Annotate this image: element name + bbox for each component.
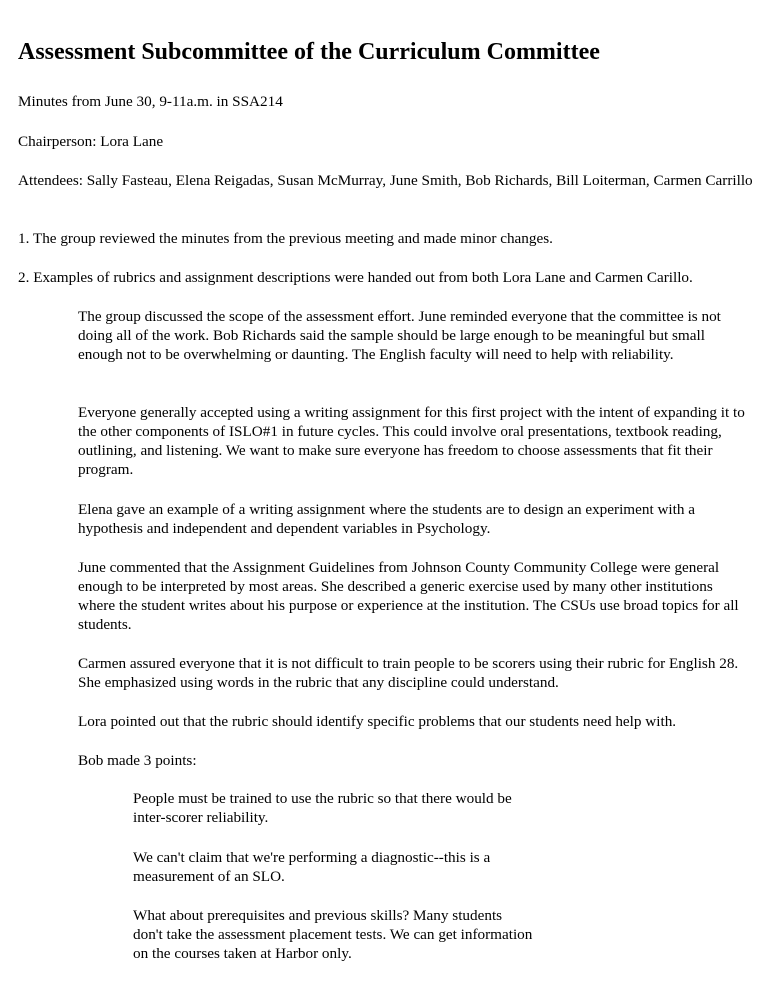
discussion-paragraph-writing: Everyone generally accepted using a writing assignment for this first project with the intent of expanding it to the other components of ISLO#1 in future cycles. This could involve oral presentations, textbook reading, outlining, and listening. We want to make sure everyone has freedom to choose assessments that fit their program.	[78, 404, 745, 478]
discussion-paragraph-carmen: Carmen assured everyone that it is not difficult to train people to be scorers using their rubric for English 28. She emphasized using words in the rubric that any discipline could understand.	[78, 655, 739, 691]
bob-point-1: People must be trained to use the rubric so that there would be inter-scorer reliability.	[133, 790, 512, 826]
meeting-info: Minutes from June 30, 9-11a.m. in SSA214	[18, 93, 283, 110]
agenda-item-1: 1. The group reviewed the minutes from the previous meeting and made minor changes.	[18, 230, 553, 247]
bob-point-3: What about prerequisites and previous skills? Many students don't take the assessment placement tests. We can get information on the courses taken at Harbor only.	[133, 907, 533, 962]
attendees: Attendees: Sally Fasteau, Elena Reigadas, Susan McMurray, June Smith, Bob Richards, Bill Loiterman, Carmen Carrillo	[18, 172, 753, 189]
discussion-paragraph-scope: The group discussed the scope of the assessment effort. June reminded everyone that the committee is not doing all of the work. Bob Richards said the sample should be large enough to be meaningful but small enough not to be overwhelming or daunting. The English faculty will need to help with reliability.	[78, 308, 721, 363]
discussion-paragraph-lora: Lora pointed out that the rubric should identify specific problems that our students need help with.	[78, 713, 677, 730]
document-title: Assessment Subcommittee of the Curriculum Committee	[18, 39, 600, 65]
bob-point-2: We can't claim that we're performing a diagnostic--this is a measurement of an SLO.	[133, 849, 491, 885]
agenda-item-2: 2. Examples of rubrics and assignment descriptions were handed out from both Lora Lane and Carmen Carillo.	[18, 269, 693, 286]
discussion-paragraph-elena: Elena gave an example of a writing assignment where the students are to design an experiment with a hypothesis and independent and dependent variables in Psychology.	[78, 501, 695, 537]
discussion-paragraph-bob: Bob made 3 points:	[78, 752, 197, 769]
discussion-paragraph-june: June commented that the Assignment Guidelines from Johnson County Community College were general enough to be interpreted by most areas. She described a generic exercise used by many other institutions where the student writes about his purpose or experience at the institution. The CSUs use broad topics for all students.	[78, 559, 739, 633]
chairperson: Chairperson: Lora Lane	[18, 133, 164, 150]
